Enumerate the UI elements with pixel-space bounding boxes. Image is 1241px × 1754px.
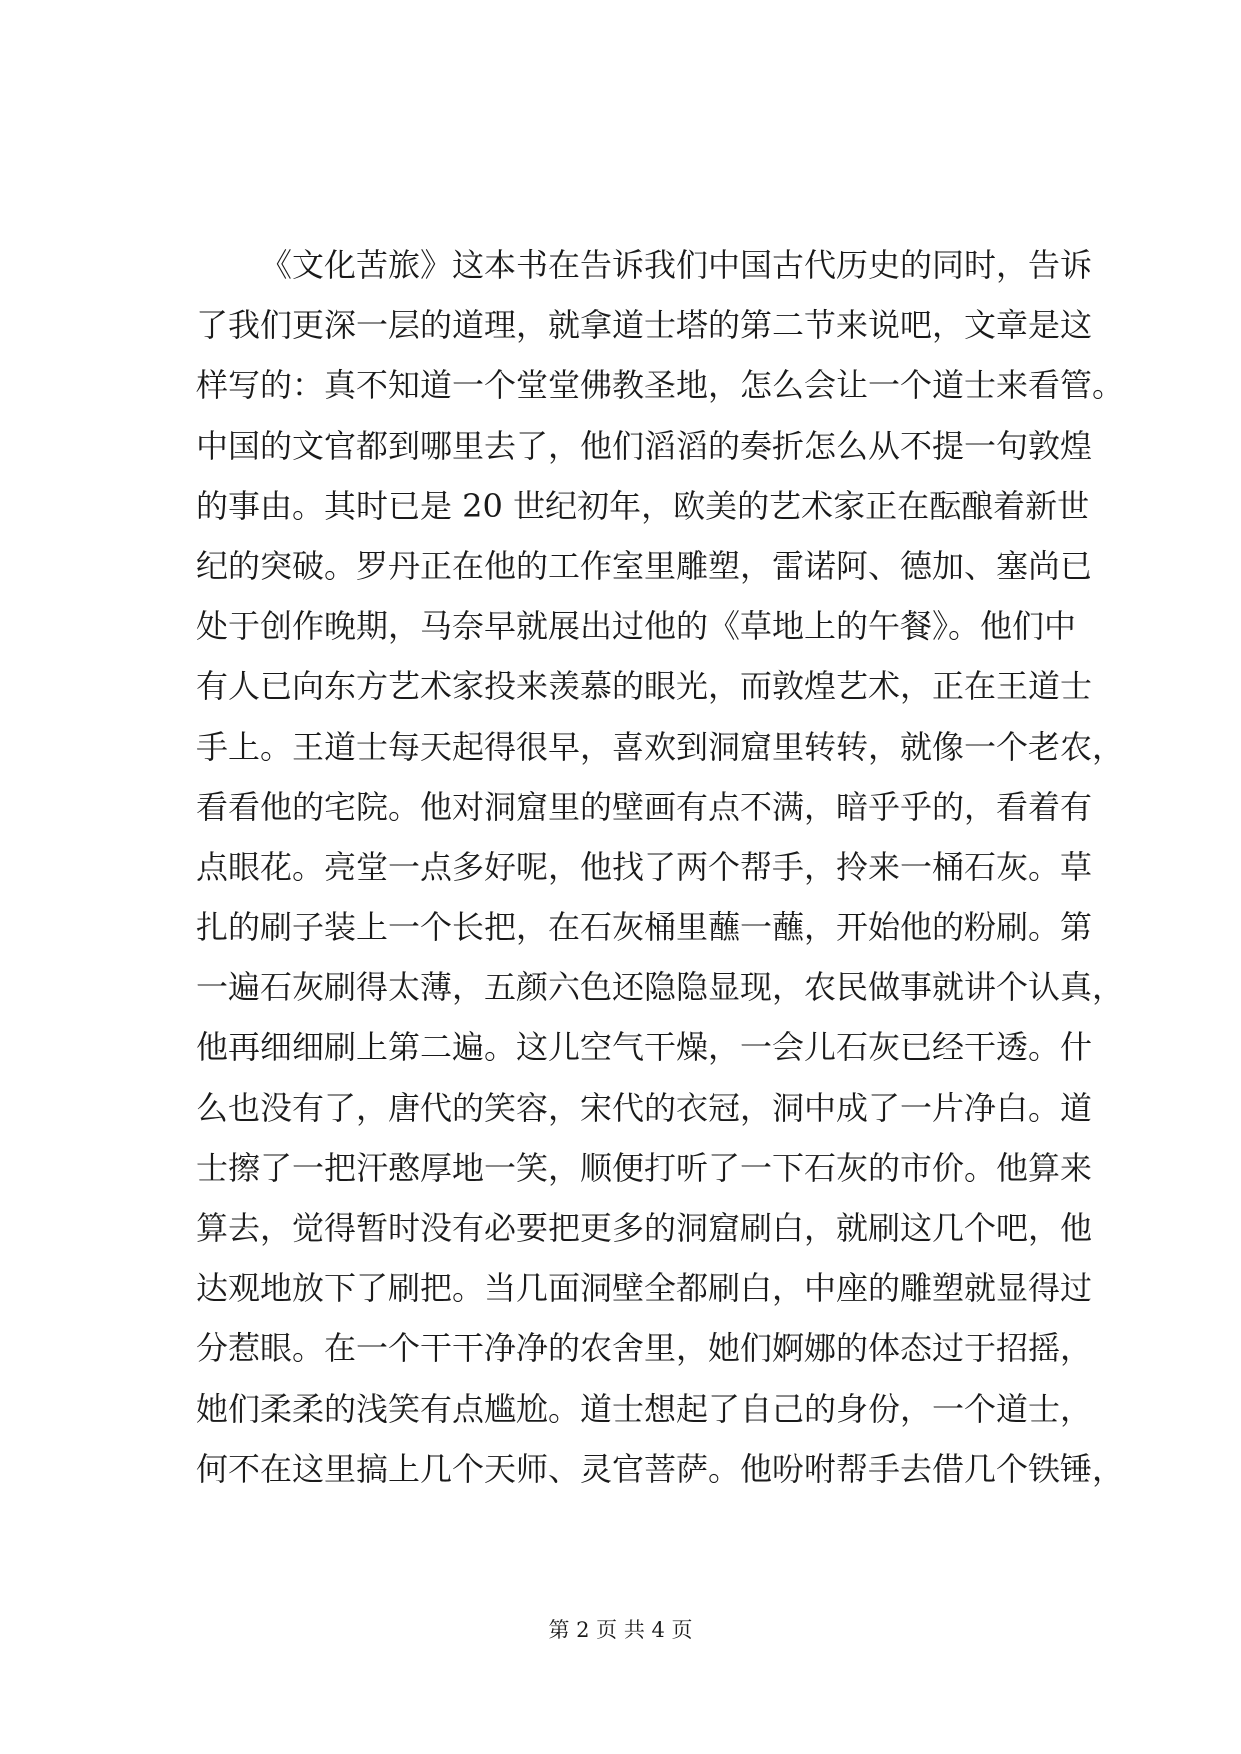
text-line: 纪的突破。罗丹正在他的工作室里雕塑，雷诺阿、德加、塞尚已 (196, 546, 1093, 585)
text-line: 士擦了一把汗憨厚地一笑，顺便打听了一下石灰的市价。他算来 (196, 1148, 1093, 1187)
body-text (196, 235, 1125, 1499)
text-line: 达观地放下了刷把。当几面洞壁全都刷白，中座的雕塑就显得过 (196, 1269, 1093, 1308)
text-line: 她们柔柔的浅笑有点尴尬。道士想起了自己的身份，一个道士， (196, 1389, 1093, 1428)
text-line: 有人已向东方艺术家投来羡慕的眼光，而敦煌艺术，正在王道士 (196, 667, 1093, 706)
text-line: 中国的文官都到哪里去了，他们滔滔的奏折怎么从不提一句敦煌 (196, 426, 1093, 465)
text-line: 点眼花。亮堂一点多好呢，他找了两个帮手，拎来一桶石灰。草 (196, 847, 1093, 886)
text-line: 算去，觉得暂时没有必要把更多的洞窟刷白，就刷这几个吧，他 (196, 1209, 1093, 1247)
text-line: 的事由。其时已是 20 世纪初年，欧美的艺术家正在酝酿着新世 (196, 486, 1090, 525)
text-line: 《文化苦旅》这本书在告诉我们中国古代历史的同时，告诉 (260, 246, 1093, 284)
text-line: 何不在这里搞上几个天师、灵官菩萨。他吩咐帮手去借几个铁锤， (196, 1449, 1125, 1488)
text-line: 手上。王道士每天起得很早，喜欢到洞窟里转转，就像一个老农， (196, 727, 1125, 766)
text-line: 处于创作晚期，马奈早就展出过他的《草地上的午餐》。他们中 (196, 607, 1077, 646)
text-line: 他再细细刷上第二遍。这儿空气干燥，一会儿石灰已经干透。什 (196, 1028, 1093, 1067)
text-line: 了我们更深一层的道理，就拿道士塔的第二节来说吧，文章是这 (196, 306, 1093, 345)
text-line: 看看他的宅院。他对洞窟里的壁画有点不满，暗乎乎的，看着有 (196, 787, 1093, 826)
text-line: 样写的：真不知道一个堂堂佛教圣地，怎么会让一个道士来看管。 (196, 366, 1125, 405)
text-line: 么也没有了，唐代的笑容，宋代的衣冠，洞中成了一片净白。道 (196, 1088, 1093, 1127)
text-line: 分惹眼。在一个干干净净的农舍里，她们婀娜的体态过于招摇， (196, 1329, 1093, 1368)
text-line: 扎的刷子装上一个长把，在石灰桶里蘸一蘸，开始他的粉刷。第 (196, 908, 1093, 947)
page-number-footer: 第 2 页 共 4 页 (548, 1618, 693, 1642)
text-line: 一遍石灰刷得太薄，五颜六色还隐隐显现，农民做事就讲个认真， (196, 968, 1125, 1007)
